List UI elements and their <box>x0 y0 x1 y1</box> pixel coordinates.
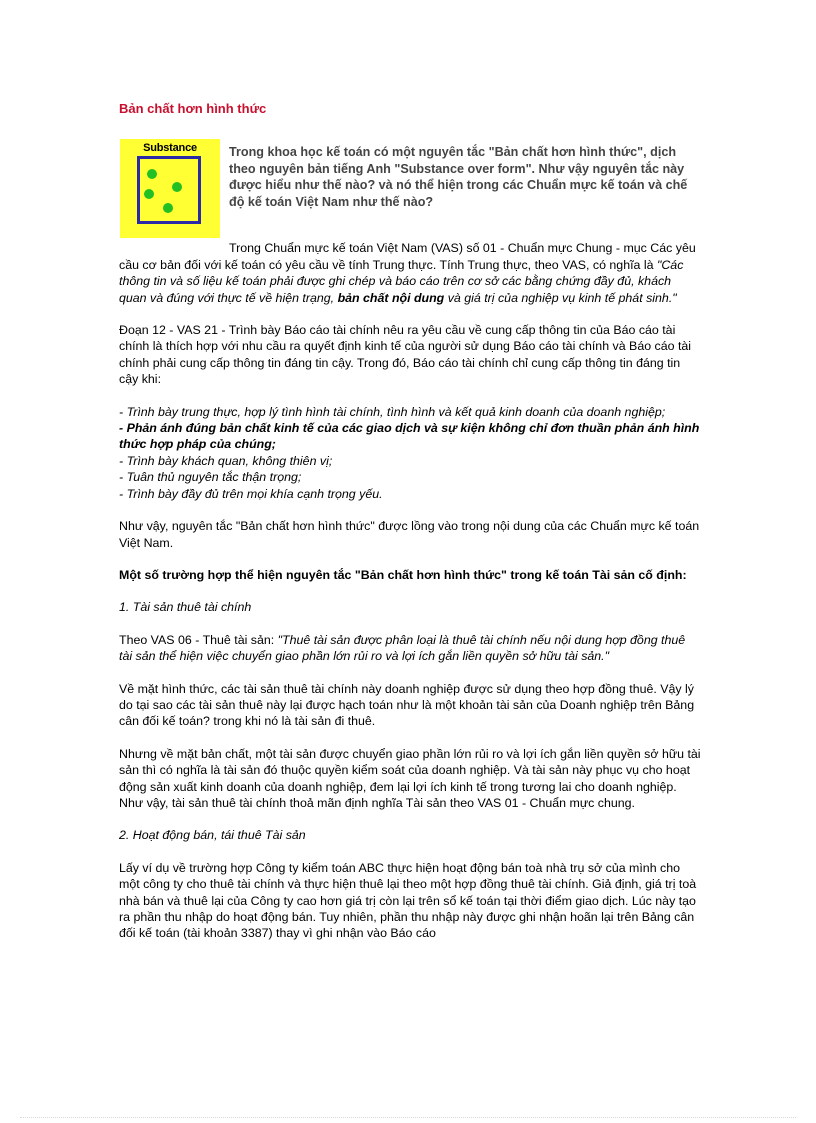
logo-dot <box>163 203 173 213</box>
substance-logo <box>120 139 220 238</box>
logo-dot <box>147 169 157 179</box>
list-item: - Trình bày khách quan, không thiên vị; <box>119 453 333 468</box>
paragraph-substance: Nhưng về mặt bản chất, một tài sản được chuyển giao phần lớn rủi ro và lợi ích gắn liền quyền sở hữu tài sản thì có nghĩa là tài sản đó thuộc quyền kiểm soát của doanh nghiệp. Và tài sản này phục vụ cho hoạt động sản xuất kinh doanh của doanh nghiệp, đem lại lợi ích kinh tế trong tương lai cho doanh nghiệp. Như vậy, tài sản thuê tài chính thoả mãn định nghĩa Tài sản theo VAS 01 - Chuẩn mực chung. <box>119 746 701 810</box>
article-title: Bản chất hơn hình thức <box>119 101 267 116</box>
page-divider <box>20 1117 796 1118</box>
list-item: - Trình bày trung thực, hợp lý tình hình tài chính, tình hình và kết quả kinh doanh của doanh nghiệp; <box>119 404 666 419</box>
paragraph-vas06 <box>119 632 701 665</box>
subsection-title-2: 2. Hoạt động bán, tái thuê Tài sản <box>119 828 306 843</box>
list-item: - Tuân thủ nguyên tắc thận trọng; <box>119 470 302 485</box>
list-item: - Phản ánh đúng bản chất kinh tế của các giao dịch và sự kiện không chỉ đơn thuần phản ánh hình thức hợp pháp của chúng; <box>119 421 700 452</box>
logo-dot <box>172 182 182 192</box>
logo-label: Substance <box>143 142 197 155</box>
paragraph-text: Trong Chuẩn mực kế toán Việt Nam (VAS) số 01 - Chuẩn mực Chung - mục Các yêu cầu cơ bản đối với kế toán có yêu cầu về tính Trung thực. Tính Trung thực, theo VAS, có nghĩa là <box>119 241 696 272</box>
paragraph-form: Về mặt hình thức, các tài sản thuê tài chính này doanh nghiệp được sử dụng theo hợp đồng thuê. Vậy lý do tại sao các tài sản thuê này lại được hạch toán như là một khoản tài sản của Doanh nghiệp trên Bảng cân đối kế toán? trong khi nó là tài sản đi thuê. <box>119 681 695 729</box>
subsection-title-1: 1. Tài sản thuê tài chính <box>119 600 252 615</box>
quote-text: "Các thông tin và số liệu kế toán phải được ghi chép và báo cáo trên cơ sở các bằng chứng đầy đủ, khách quan và đúng với thực tế về hiện trạng, <box>119 257 684 305</box>
logo-dot <box>144 189 154 199</box>
intro-block <box>119 120 701 218</box>
section-heading: Một số trường hợp thể hiện nguyên tắc "Bản chất hơn hình thức" trong kế toán Tài sản cố định: <box>119 567 687 582</box>
article <box>119 101 701 958</box>
paragraph-sale-leaseback: Lấy ví dụ về trường hợp Công ty kiểm toán ABC thực hiện hoạt động bán toà nhà trụ sở của mình cho một công ty cho thuê tài chính và thực hiện thuê lại theo một hợp đồng thuê tài chính. Giả định, giá trị toà nhà bán và thuê lại của Công ty cao hơn giá trị còn lại trên sổ kế toán tại thời điểm giao dịch. Lúc này tạo ra phần thu nhập do hoạt động bán. Tuy nhiên, phần thu nhập này được ghi nhận hoãn lại trên Bảng cân đối kế toán (tài khoản 3387) thay vì ghi nhận vào Báo cáo <box>119 860 697 941</box>
paragraph-honesty <box>119 240 701 306</box>
quote-text: "Thuê tài sản được phân loại là thuê tài chính nếu nội dung hợp đồng thuê tài sản thể hiện việc chuyển giao phần lớn rủi ro và lợi ích gắn liền quyền sở hữu tài sản." <box>119 632 686 664</box>
paragraph-conclusion: Như vậy, nguyên tắc "Bản chất hơn hình thức" được lồng vào trong nội dung của các Chuẩn mực kế toán Việt Nam. <box>119 519 700 550</box>
criteria-list <box>119 404 701 502</box>
article-body <box>119 240 701 941</box>
emphasis-text: bản chất nội dung <box>337 290 445 305</box>
paragraph-text: Theo VAS 06 - Thuê tài sản: <box>119 632 278 647</box>
quote-text: và giá trị của nghiệp vụ kinh tế phát sinh." <box>444 290 677 305</box>
paragraph-vas21: Đoạn 12 - VAS 21 - Trình bày Báo cáo tài chính nêu ra yêu cầu về cung cấp thông tin của Báo cáo tài chính là thích hợp với nhu cầu ra quyết định kinh tế của người sử dụng Báo cáo tài chính và Báo cáo tài chính phải cung cấp thông tin đáng tin cậy. Trong đó, Báo cáo tài chính chỉ cung cấp thông tin đáng tin cậy khi: <box>119 323 692 387</box>
lead-paragraph: Trong khoa học kế toán có một nguyên tắc "Bản chất hơn hình thức", dịch theo nguyên bản tiếng Anh "Substance over form". Như vậy nguyên tắc này được hiểu như thế nào? và nó thể hiện trong các Chuẩn mực kế toán và chế độ kế toán Việt Nam như thế nào? <box>229 145 688 209</box>
list-item: - Trình bày đầy đủ trên mọi khía cạnh trọng yếu. <box>119 486 383 501</box>
logo-frame <box>137 156 201 224</box>
